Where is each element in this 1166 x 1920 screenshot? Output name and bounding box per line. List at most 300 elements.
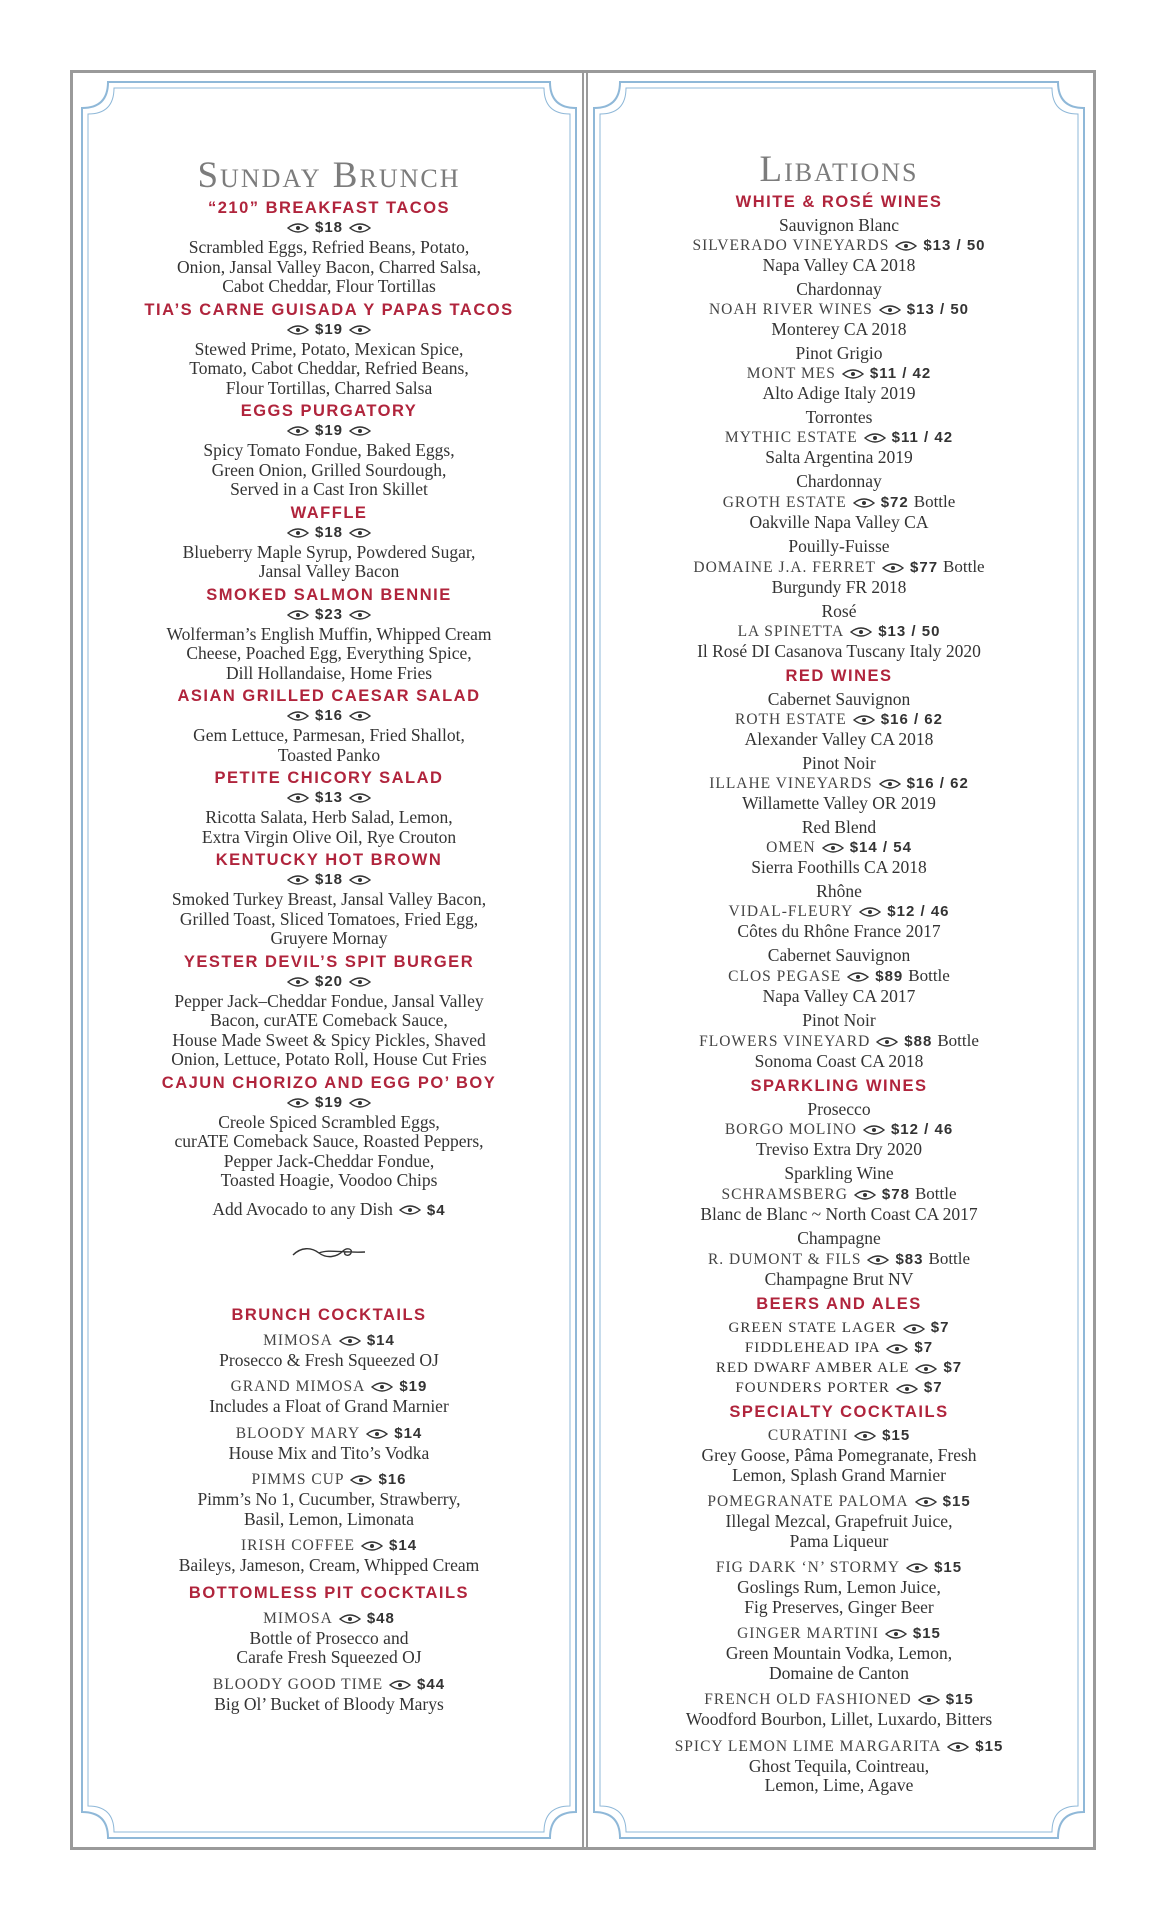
wine-varietal: Sparkling Wine: [784, 1163, 894, 1183]
wine-origin: Napa Valley CA 2017: [762, 985, 916, 1006]
separator-icon: [349, 325, 371, 335]
separator-icon: [287, 528, 309, 538]
separator-icon: [371, 1382, 393, 1392]
cocktail-price: $14: [394, 1424, 423, 1442]
cocktail-desc: Ghost Tequila, Cointreau,: [748, 1755, 930, 1776]
wine-varietal: Prosecco: [807, 1099, 871, 1119]
brunch-item: [78, 850, 580, 949]
brunch-item-name: “210” BREAKFAST TACOS: [207, 199, 451, 217]
separator-icon: [287, 711, 309, 721]
cocktail-name: MIMOSA: [263, 1609, 333, 1627]
wine-producer-line: [590, 838, 1088, 858]
cocktail-desc: Illegal Mezcal, Grapefruit Juice,: [725, 1511, 953, 1531]
cocktail-desc: Big Ol’ Bucket of Bloody Marys: [214, 1693, 444, 1714]
wine-producer-line: [590, 710, 1088, 730]
wine-producer-line: [590, 492, 1088, 513]
wine-price-suffix: Bottle: [937, 1030, 979, 1050]
brunch-item-price-line: [78, 788, 580, 808]
wine-price-suffix: Bottle: [914, 1183, 957, 1203]
wine-producer: VIDAL-FLEURY: [728, 902, 854, 920]
separator-icon: [349, 528, 371, 538]
brunch-item-desc: Wolferman’s English Muffin, Whipped Cream: [166, 623, 492, 644]
wine-price: $12 / 46: [887, 902, 950, 920]
cocktail-price: $15: [945, 1691, 974, 1708]
separator-icon: [915, 1364, 937, 1374]
cocktail-desc: Woodford Bourbon, Lillet, Luxardo, Bitters: [685, 1709, 993, 1729]
brunch-item-desc: Stewed Prime, Potato, Mexican Spice,: [194, 338, 464, 359]
wine-varietal: Red Blend: [801, 817, 877, 837]
cocktail-name: FIG DARK ‘N’ STORMY: [715, 1559, 901, 1576]
cocktail-desc: Domaine de Canton: [769, 1662, 909, 1683]
separator-icon: [879, 779, 901, 789]
brunch-item-name: CAJUN CHORIZO AND EGG PO’ BOY: [161, 1073, 497, 1092]
wine-item: [590, 1100, 1088, 1159]
cocktail-name-line: [78, 1470, 580, 1490]
wine-varietal: Pinot Noir: [802, 753, 876, 773]
wine-price: $72: [880, 493, 909, 511]
wine-origin: Sonoma Coast CA 2018: [754, 1050, 924, 1071]
brunch-item-price: $23: [314, 605, 344, 623]
separator-icon: [349, 426, 371, 436]
wine-producer-line: [590, 1120, 1088, 1140]
separator-icon: [287, 325, 309, 335]
cocktail-name: MIMOSA: [263, 1331, 333, 1349]
separator-icon: [882, 563, 904, 573]
brunch-item-price-line: [78, 421, 580, 441]
avocado-addon-price: $4: [426, 1201, 446, 1219]
wine-item: [590, 1229, 1088, 1289]
wine-price: $11 / 42: [869, 364, 932, 382]
brunch-item-desc: Ricotta Salata, Herb Salad, Lemon,: [205, 807, 453, 827]
wine-item: [590, 946, 1088, 1006]
separator-icon: [287, 223, 309, 233]
separator-icon: [876, 1037, 898, 1047]
brunch-item-desc: Creole Spiced Scrambled Eggs,: [218, 1111, 440, 1132]
brunch-item-desc: Dill Hollandaise, Home Fries: [225, 662, 433, 683]
separator-icon: [850, 627, 872, 637]
wine-producer: MONT MES: [746, 364, 836, 382]
brunch-item-desc: Toasted Panko: [277, 744, 381, 765]
cocktail-name-line: [78, 1536, 580, 1556]
wine-item: [590, 472, 1088, 532]
wine-item: [590, 408, 1088, 467]
beer-item: [590, 1338, 1088, 1358]
wine-origin: Il Rosé DI Casanova Tuscany Italy 2020: [697, 640, 981, 661]
wine-item: [590, 818, 1088, 877]
wine-producer: BORGO MOLINO: [724, 1120, 857, 1138]
wine-varietal: Cabernet Sauvignon: [767, 945, 911, 965]
wine-origin: Treviso Extra Dry 2020: [755, 1138, 923, 1159]
menu-center-divider: [582, 70, 588, 1850]
brunch-item-name: PETITE CHICORY SALAD: [214, 769, 444, 787]
white-rose-heading: WHITE & ROSÉ WINES: [735, 193, 943, 211]
cocktail-price: $16: [378, 1471, 407, 1488]
brunch-cocktails-list: [78, 1331, 580, 1576]
cocktail-item: [590, 1737, 1088, 1796]
wine-origin: Blanc de Blanc ~ North Coast CA 2017: [700, 1203, 978, 1224]
wine-producer: CLOS PEGASE: [728, 967, 842, 985]
cocktail-name: POMEGRANATE PALOMA: [707, 1493, 909, 1510]
separator-icon: [349, 875, 371, 885]
libations-panel: [590, 78, 1088, 1842]
wine-producer: FLOWERS VINEYARD: [699, 1032, 871, 1050]
separator-icon: [361, 1541, 383, 1551]
wine-producer: GROTH ESTATE: [722, 493, 847, 511]
wine-price: $13 / 50: [923, 236, 986, 254]
wine-price-suffix: Bottle: [913, 491, 956, 511]
wine-producer: SILVERADO VINEYARDS: [692, 236, 890, 254]
cocktail-desc: Lemon, Lime, Agave: [764, 1775, 914, 1795]
separator-icon: [339, 1614, 361, 1624]
brunch-item-desc: Tomato, Cabot Cheddar, Refried Beans,: [189, 358, 469, 378]
cocktail-name-line: [78, 1609, 580, 1629]
brunch-item-desc: Toasted Hoagie, Voodoo Chips: [220, 1170, 438, 1190]
cocktail-name-line: [78, 1675, 580, 1695]
separator-icon: [349, 711, 371, 721]
wine-price: $16 / 62: [906, 774, 969, 792]
wine-varietal: Pinot Noir: [802, 1010, 876, 1030]
wine-producer-line: [590, 557, 1088, 578]
wine-price-suffix: Bottle: [908, 965, 950, 985]
brunch-item-price-line: [78, 972, 580, 992]
brunch-item-desc: Scrambled Eggs, Refried Beans, Potato,: [188, 237, 470, 257]
brunch-item-desc: Gruyere Mornay: [270, 928, 388, 948]
cocktail-item: [590, 1426, 1088, 1485]
wine-producer: SCHRAMSBERG: [721, 1185, 848, 1203]
wine-origin: Willamette Valley OR 2019: [742, 792, 936, 813]
wine-origin: Champagne Brut NV: [764, 1268, 914, 1289]
wine-price: $78: [881, 1185, 910, 1203]
separator-icon: [287, 1098, 309, 1108]
cocktail-name-line: [590, 1492, 1088, 1512]
wine-price: $16 / 62: [880, 710, 943, 728]
beer-item: [590, 1378, 1088, 1398]
brunch-item-name: TIA’S CARNE GUISADA Y PAPAS TACOS: [144, 300, 514, 319]
cocktail-name: PIMMS CUP: [251, 1471, 345, 1488]
wine-producer: LA SPINETTA: [737, 622, 845, 640]
separator-icon: [896, 1384, 918, 1394]
separator-icon: [867, 1255, 889, 1265]
separator-icon: [903, 1324, 925, 1334]
cocktail-name-line: [78, 1424, 580, 1444]
wine-varietal: Chardonnay: [796, 279, 882, 299]
brunch-title: Sunday Brunch: [197, 155, 461, 196]
separator-icon: [864, 433, 886, 443]
cocktail-item: [78, 1424, 580, 1464]
cocktail-desc: House Mix and Tito’s Vodka: [228, 1442, 430, 1463]
cocktail-item: [78, 1536, 580, 1576]
brunch-item-desc: Gem Lettuce, Parmesan, Fried Shallot,: [193, 725, 465, 745]
brunch-item-desc: Blueberry Maple Syrup, Powdered Sugar,: [182, 541, 476, 562]
separator-icon: [350, 1475, 372, 1485]
brunch-items: [78, 198, 580, 1191]
wine-price: $83: [895, 1250, 924, 1268]
brunch-item-desc: House Made Sweet & Spicy Pickles, Shaved: [172, 1029, 486, 1050]
cocktail-desc: Lemon, Splash Grand Marnier: [732, 1464, 946, 1485]
cocktail-item: [78, 1675, 580, 1715]
brunch-item-name: ASIAN GRILLED CAESAR SALAD: [177, 687, 481, 705]
brunch-item-price: $19: [314, 422, 344, 439]
cocktail-item: [78, 1331, 580, 1371]
separator-icon: [915, 1497, 937, 1507]
cocktail-name: FRENCH OLD FASHIONED: [704, 1691, 912, 1708]
wine-varietal: Rosé: [821, 601, 857, 621]
cocktail-desc: Prosecco & Fresh Squeezed OJ: [219, 1349, 439, 1370]
cocktail-price: $15: [942, 1493, 971, 1510]
cocktail-name-line: [590, 1558, 1088, 1578]
wine-origin: Oakville Napa Valley CA: [749, 511, 929, 532]
cocktail-item: [590, 1624, 1088, 1683]
wine-producer-line: [590, 902, 1088, 922]
brunch-item-price-line: [78, 320, 580, 340]
wine-producer: MYTHIC ESTATE: [724, 428, 858, 446]
beer-item: [590, 1358, 1088, 1378]
wine-origin: Burgundy FR 2018: [771, 576, 907, 597]
wine-price: $12 / 46: [890, 1120, 954, 1138]
wine-price: $13 / 50: [878, 622, 941, 640]
brunch-item-desc: Jansal Valley Bacon: [258, 561, 400, 581]
brunch-item-price-line: [78, 1093, 580, 1113]
separator-icon: [366, 1429, 388, 1439]
separator-icon: [895, 241, 917, 251]
wine-varietal: Champagne: [797, 1228, 881, 1248]
bottomless-heading: BOTTOMLESS PIT COCKTAILS: [188, 1583, 470, 1602]
cocktail-name-line: [590, 1737, 1088, 1757]
separator-icon: [863, 1125, 885, 1135]
wine-producer: NOAH RIVER WINES: [708, 300, 873, 318]
cocktail-item: [590, 1558, 1088, 1617]
cocktail-desc: Basil, Lemon, Limonata: [243, 1508, 415, 1529]
cocktail-name: SPICY LEMON LIME MARGARITA: [674, 1737, 942, 1755]
beer-name: RED DWARF AMBER ALE: [715, 1360, 910, 1376]
beer-price: $7: [930, 1319, 950, 1336]
brunch-item-desc: Grilled Toast, Sliced Tomatoes, Fried Egg,: [179, 908, 479, 929]
brunch-item-desc: Cabot Cheddar, Flour Tortillas: [222, 276, 436, 296]
wine-producer: ILLAHE VINEYARDS: [709, 774, 873, 792]
wine-producer-line: [590, 300, 1088, 320]
cocktail-desc: Pimm’s No 1, Cucumber, Strawberry,: [197, 1489, 461, 1509]
wine-item: [590, 882, 1088, 941]
beers-heading: BEERS AND ALES: [756, 1295, 922, 1313]
cocktail-item: [590, 1492, 1088, 1551]
cocktail-name: BLOODY GOOD TIME: [212, 1675, 384, 1693]
separator-icon: [918, 1695, 940, 1705]
separator-icon: [822, 843, 844, 853]
brunch-item-price: $19: [314, 320, 344, 338]
brunch-panel: [78, 78, 580, 1842]
brunch-item-price: $16: [314, 707, 344, 724]
wine-varietal: Pouilly-Fuisse: [788, 536, 890, 556]
separator-icon: [885, 1629, 907, 1639]
separator-icon: [859, 907, 881, 917]
brunch-item-desc: Cheese, Poached Egg, Everything Spice,: [186, 643, 472, 663]
wine-varietal: Sauvignon Blanc: [778, 215, 900, 235]
wine-producer-line: [590, 236, 1088, 256]
separator-icon: [287, 793, 309, 803]
cocktail-desc: Goslings Rum, Lemon Juice,: [737, 1577, 941, 1597]
brunch-item-price-line: [78, 706, 580, 726]
sparkling-heading: SPARKLING WINES: [750, 1077, 928, 1095]
wine-price: $11 / 42: [891, 428, 954, 446]
wine-price-suffix: Bottle: [928, 1248, 971, 1268]
separator-icon: [853, 498, 875, 508]
wine-origin: Sierra Foothills CA 2018: [751, 856, 927, 877]
cocktail-desc: Fig Preserves, Ginger Beer: [744, 1596, 934, 1617]
wine-producer-line: [590, 428, 1088, 448]
separator-icon: [853, 715, 875, 725]
wine-producer-line: [590, 1031, 1088, 1052]
cocktail-item: [78, 1377, 580, 1417]
cocktail-name: IRISH COFFEE: [240, 1537, 356, 1554]
brunch-item: [78, 1073, 580, 1191]
brunch-item-name: EGGS PURGATORY: [240, 402, 418, 420]
cocktail-desc: Includes a Float of Grand Marnier: [209, 1396, 449, 1416]
beer-name: FIDDLEHEAD IPA: [744, 1340, 881, 1356]
brunch-item-desc: Bacon, curATE Comeback Sauce,: [210, 1010, 448, 1030]
avocado-addon-text: Add Avocado to any Dish: [212, 1198, 393, 1219]
wine-varietal: Cabernet Sauvignon: [767, 689, 911, 709]
sparkling-list: [590, 1100, 1088, 1289]
separator-icon: [847, 972, 869, 982]
beer-price: $7: [914, 1339, 934, 1356]
cocktail-name-line: [78, 1377, 580, 1397]
cocktail-item: [78, 1609, 580, 1668]
separator-icon: [886, 1344, 908, 1354]
separator-icon: [287, 426, 309, 436]
wine-producer-line: [590, 1249, 1088, 1270]
wine-price-suffix: Bottle: [943, 556, 985, 576]
wine-origin: Napa Valley CA 2018: [762, 254, 916, 275]
brunch-item-desc: Green Onion, Grilled Sourdough,: [211, 459, 447, 480]
red-wines-list: [590, 690, 1088, 1071]
brunch-item-desc: Onion, Jansal Valley Bacon, Charred Salsa,: [177, 256, 481, 277]
wine-price: $14 / 54: [849, 838, 912, 856]
wine-producer-line: [590, 774, 1088, 794]
brunch-item-name: YESTER DEVIL’S SPIT BURGER: [183, 952, 475, 971]
brunch-item-desc: Extra Virgin Olive Oil, Rye Crouton: [201, 826, 457, 847]
separator-icon: [287, 977, 309, 987]
wine-price: $13 / 50: [906, 300, 970, 318]
separator-icon: [287, 875, 309, 885]
separator-icon: [906, 1563, 928, 1573]
wine-producer: OMEN: [766, 838, 816, 856]
avocado-addon: [78, 1199, 580, 1221]
brunch-item-desc: Flour Tortillas, Charred Salsa: [225, 377, 433, 398]
cocktail-price: $15: [934, 1559, 963, 1576]
wine-varietal: Pinot Grigio: [795, 343, 883, 363]
wine-producer: DOMAINE J.A. FERRET: [693, 558, 877, 576]
separator-icon: [349, 1098, 371, 1108]
separator-icon: [947, 1742, 969, 1752]
brunch-item-name: KENTUCKY HOT BROWN: [215, 851, 443, 869]
libations-column: [590, 150, 1088, 1803]
brunch-item-price-line: [78, 870, 580, 890]
cocktail-desc: Green Mountain Vodka, Lemon,: [725, 1643, 953, 1663]
wine-origin: Salta Argentina 2019: [765, 446, 913, 467]
beer-price: $7: [923, 1379, 943, 1396]
wine-producer-line: [590, 622, 1088, 642]
brunch-cocktails-heading: BRUNCH COCKTAILS: [231, 1305, 427, 1324]
separator-icon: [399, 1205, 421, 1215]
wine-origin: Monterey CA 2018: [771, 318, 907, 339]
cocktail-desc: Bottle of Prosecco and: [249, 1627, 409, 1648]
wine-item: [590, 537, 1088, 597]
separator-icon: [879, 305, 901, 315]
brunch-item-desc: Pepper Jack-Cheddar Fondue,: [223, 1150, 435, 1171]
brunch-item-price: $19: [314, 1093, 344, 1111]
specialty-heading: SPECIALTY COCKTAILS: [729, 1403, 949, 1421]
cocktail-desc: Carafe Fresh Squeezed OJ: [236, 1647, 422, 1667]
beers-list: [590, 1318, 1088, 1398]
white-rose-list: [590, 216, 1088, 661]
red-wines-heading: RED WINES: [785, 667, 893, 685]
cocktail-name: GRAND MIMOSA: [230, 1378, 366, 1395]
separator-icon: [842, 369, 864, 379]
separator-icon: [349, 977, 371, 987]
wine-producer-line: [590, 364, 1088, 384]
brunch-item-price: $18: [314, 871, 344, 888]
wine-price: $89: [875, 967, 904, 985]
separator-icon: [349, 610, 371, 620]
cocktail-desc: Pama Liqueur: [789, 1530, 889, 1551]
separator-icon: [389, 1680, 411, 1690]
brunch-item: [78, 585, 580, 684]
separator-icon: [287, 610, 309, 620]
brunch-item: [78, 503, 580, 582]
cocktail-name-line: [78, 1331, 580, 1351]
wine-price: $77: [910, 558, 939, 576]
brunch-item-price: $20: [314, 972, 344, 990]
brunch-item-desc: curATE Comeback Sauce, Roasted Peppers,: [174, 1131, 484, 1151]
cocktail-name: CURATINI: [767, 1427, 849, 1444]
brunch-item: [78, 401, 580, 500]
separator-icon: [349, 223, 371, 233]
brunch-item: [78, 768, 580, 847]
wine-varietal: Torrontes: [805, 407, 873, 427]
brunch-item-price: $18: [314, 523, 344, 541]
beer-name: GREEN STATE LAGER: [728, 1320, 897, 1336]
libations-title: Libations: [759, 149, 919, 190]
cocktail-item: [590, 1690, 1088, 1730]
wine-item: [590, 602, 1088, 661]
brunch-item-price-line: [78, 523, 580, 543]
wine-item: [590, 1164, 1088, 1224]
brunch-item-price: $18: [314, 219, 344, 236]
cocktail-desc: Baileys, Jameson, Cream, Whipped Cream: [178, 1555, 480, 1575]
wine-producer-line: [590, 966, 1088, 987]
beer-item: [590, 1318, 1088, 1338]
brunch-item-desc: Onion, Lettuce, Potato Roll, House Cut Fries: [171, 1049, 487, 1069]
cocktail-price: $19: [399, 1378, 428, 1395]
wine-producer: ROTH ESTATE: [734, 710, 847, 728]
brunch-item-desc: Pepper Jack–Cheddar Fondue, Jansal Valley: [174, 990, 484, 1011]
separator-icon: [339, 1336, 361, 1346]
wine-item: [590, 754, 1088, 813]
cocktail-price: $48: [366, 1609, 395, 1627]
brunch-item-name: WAFFLE: [290, 503, 368, 522]
cocktail-name-line: [590, 1690, 1088, 1710]
wine-varietal: Rhône: [816, 881, 862, 901]
brunch-item-desc: Smoked Turkey Breast, Jansal Valley Bacon,: [171, 889, 487, 909]
wine-varietal: Chardonnay: [796, 471, 882, 491]
wine-item: [590, 690, 1088, 749]
beer-name: FOUNDERS PORTER: [735, 1380, 890, 1396]
wine-producer-line: [590, 1184, 1088, 1205]
cocktail-price: $14: [366, 1331, 395, 1349]
wine-price: $88: [904, 1032, 933, 1050]
brunch-item: [78, 952, 580, 1070]
brunch-item-price-line: [78, 218, 580, 238]
